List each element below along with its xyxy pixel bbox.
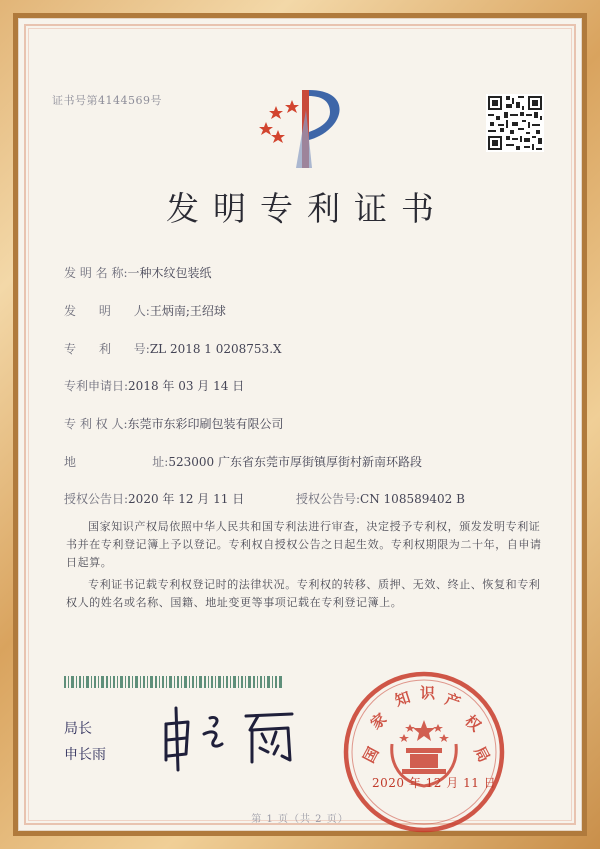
filing-date-value: 2018 年 03 月 14 日	[128, 379, 245, 393]
invention-name-row	[64, 264, 212, 281]
address-label: 地 址:	[64, 455, 169, 469]
seal-date: 2020 年 12 月 11 日	[372, 776, 497, 790]
patentee-value: 东莞市东彩印刷包装有限公司	[127, 417, 284, 431]
grant-date-value: 2020 年 12 月 11 日	[128, 492, 245, 506]
legal-status-paragraph: 专利证书记载专利权登记时的法律状况。专利权的转移、质押、无效、终止、恢复和专利权人的姓名或名称、国籍、地址变更等事项记载在专利登记簿上。	[66, 578, 541, 609]
grant-date-row	[64, 490, 244, 507]
page-number: 第 1 页（共 2 页）	[251, 814, 349, 825]
signatory-role: 局长	[64, 721, 92, 737]
inventor-value: 王炳南;王绍球	[149, 304, 226, 318]
inventor-label: 发 明 人:	[64, 304, 150, 318]
certificate-number: 证书号第4144569号	[52, 94, 162, 107]
handwritten-signature	[154, 702, 304, 772]
barcode-strip	[64, 676, 282, 688]
patentee-label: 专 利 权 人:	[64, 417, 128, 431]
grant-number-value: CN 108589402 B	[360, 492, 465, 506]
svg-text:局: 局	[470, 743, 494, 766]
grant-date-label: 授权公告日:	[64, 492, 129, 506]
svg-text:知: 知	[392, 688, 413, 710]
grant-number-row	[296, 490, 465, 507]
patentee-row	[64, 415, 284, 432]
certificate-statement-paragraph: 国家知识产权局依照中华人民共和国专利法进行审查，决定授予专利权，颁发发明专利证书并在专利登记簿上予以登记。专利权自授权公告之日起生效。专利权期限为二十年，自申请日起算。	[66, 520, 542, 569]
qr-code-icon	[486, 94, 544, 152]
address-row	[64, 453, 422, 470]
patent-office-logo-icon	[254, 80, 350, 170]
inventor-row	[64, 302, 226, 319]
svg-text:产: 产	[442, 689, 463, 712]
svg-text:国: 国	[359, 744, 383, 766]
svg-text:家: 家	[367, 709, 391, 734]
invention-name-label: 发 明 名 称:	[64, 266, 128, 280]
patent-number-row	[64, 340, 282, 357]
address-value: 523000 广东省东莞市厚街镇厚街村新南环路段	[168, 455, 422, 469]
filing-date-row	[64, 377, 244, 394]
filing-date-label: 专利申请日:	[64, 379, 129, 393]
svg-text:识: 识	[420, 684, 436, 702]
patent-number-value: ZL 2018 1 0208753.X	[149, 342, 282, 356]
patent-number-label: 专 利 号:	[64, 342, 150, 356]
svg-text:权: 权	[461, 711, 485, 736]
grant-number-label: 授权公告号:	[296, 492, 361, 506]
signatory-name: 申长雨	[64, 747, 106, 763]
certificate-title: 发明专利证书	[166, 189, 448, 228]
invention-name-value: 一种木纹包装纸	[127, 266, 212, 280]
